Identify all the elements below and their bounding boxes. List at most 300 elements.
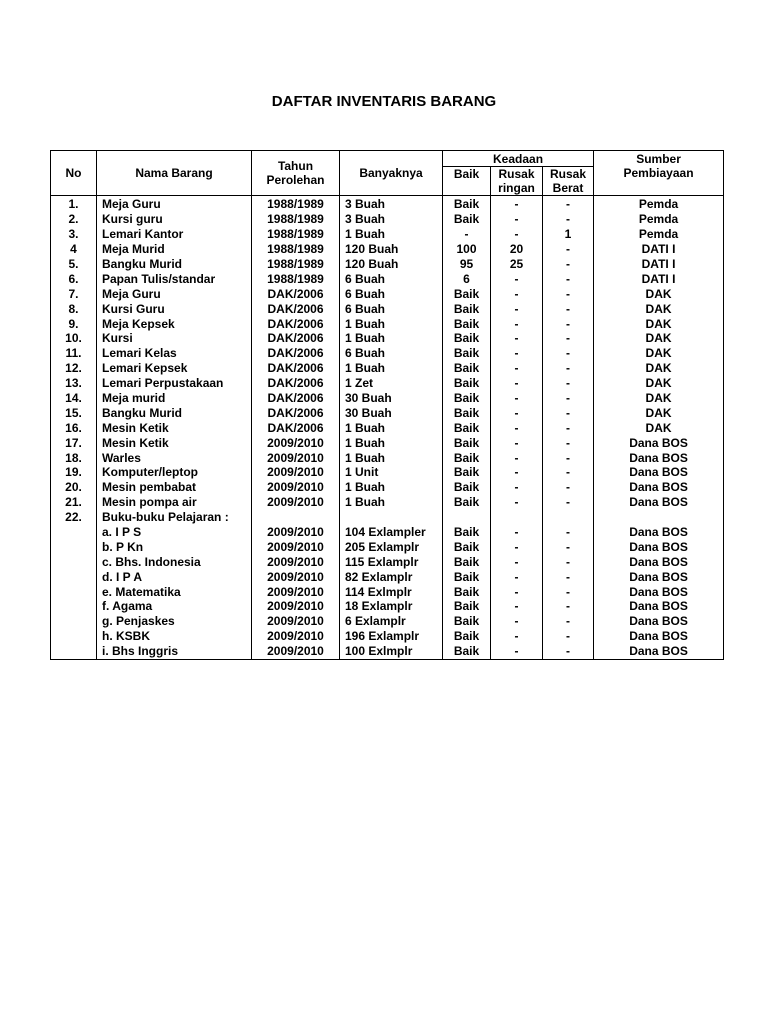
cell-rusak-berat: - [543,212,594,227]
cell-nama-barang: e. Matematika [97,584,252,599]
cell-tahun-perolehan [252,510,340,525]
cell-sumber-pembiayaan: Dana BOS [594,480,724,495]
cell-rusak-berat: - [543,480,594,495]
cell-nama-barang: Meja murid [97,391,252,406]
cell-nama-barang: Bangku Murid [97,257,252,272]
table-row [51,539,724,554]
cell-baik: Baik [443,376,491,391]
cell-rusak-ringan: - [491,420,543,435]
cell-rusak-ringan: - [491,346,543,361]
table-row [51,629,724,644]
cell-no: 19. [51,465,97,480]
table-row [51,271,724,286]
table-row [51,242,724,257]
cell-nama-barang: Kursi Guru [97,301,252,316]
cell-nama-barang: Kursi guru [97,212,252,227]
cell-no: 5. [51,257,97,272]
cell-no: 18. [51,450,97,465]
cell-rusak-ringan: - [491,480,543,495]
cell-baik: Baik [443,346,491,361]
cell-tahun-perolehan: DAK/2006 [252,316,340,331]
cell-no: 14. [51,391,97,406]
header-rusak-ringan-line2: ringan [498,181,535,195]
cell-baik: Baik [443,539,491,554]
header-banyaknya: Banyaknya [340,151,443,196]
cell-baik: Baik [443,286,491,301]
cell-tahun-perolehan: DAK/2006 [252,301,340,316]
cell-sumber-pembiayaan: DAK [594,420,724,435]
cell-tahun-perolehan: DAK/2006 [252,405,340,420]
cell-tahun-perolehan: 2009/2010 [252,599,340,614]
cell-baik: 95 [443,257,491,272]
cell-rusak-ringan: - [491,301,543,316]
cell-nama-barang: Meja Murid [97,242,252,257]
cell-rusak-berat: - [543,525,594,540]
cell-nama-barang: Warles [97,450,252,465]
cell-baik: Baik [443,361,491,376]
cell-rusak-ringan: - [491,435,543,450]
cell-rusak-ringan: - [491,629,543,644]
cell-rusak-berat: - [543,361,594,376]
table-row [51,376,724,391]
table-row [51,286,724,301]
cell-sumber-pembiayaan: DAK [594,331,724,346]
table-row [51,301,724,316]
cell-banyaknya: 1 Buah [340,450,443,465]
cell-sumber-pembiayaan: DAK [594,391,724,406]
cell-no: 6. [51,271,97,286]
cell-sumber-pembiayaan: Dana BOS [594,599,724,614]
cell-banyaknya: 120 Buah [340,257,443,272]
cell-banyaknya: 1 Buah [340,495,443,510]
cell-rusak-ringan: - [491,525,543,540]
cell-rusak-berat: - [543,346,594,361]
cell-tahun-perolehan: 1988/1989 [252,242,340,257]
cell-nama-barang: Lemari Kepsek [97,361,252,376]
table-row [51,450,724,465]
table-row [51,257,724,272]
cell-sumber-pembiayaan: Dana BOS [594,525,724,540]
cell-tahun-perolehan: 2009/2010 [252,539,340,554]
cell-rusak-berat: - [543,405,594,420]
cell-rusak-ringan: - [491,539,543,554]
cell-rusak-berat: - [543,242,594,257]
cell-rusak-berat: - [543,257,594,272]
cell-rusak-ringan: 20 [491,242,543,257]
cell-no: 10. [51,331,97,346]
table-row [51,614,724,629]
table-row [51,405,724,420]
cell-tahun-perolehan: DAK/2006 [252,346,340,361]
table-body [51,196,724,660]
cell-rusak-ringan: - [491,331,543,346]
header-tahun-line2: Perolehan [266,173,325,187]
cell-sumber-pembiayaan: Dana BOS [594,465,724,480]
cell-no: 7. [51,286,97,301]
cell-rusak-berat: - [543,569,594,584]
table-row [51,569,724,584]
cell-nama-barang: b. P Kn [97,539,252,554]
cell-tahun-perolehan: 2009/2010 [252,450,340,465]
cell-no: 2. [51,212,97,227]
cell-rusak-berat [543,510,594,525]
cell-rusak-ringan: - [491,569,543,584]
cell-rusak-berat: - [543,644,594,659]
cell-banyaknya: 3 Buah [340,212,443,227]
cell-nama-barang: Mesin Ketik [97,420,252,435]
cell-rusak-ringan [491,510,543,525]
cell-rusak-berat: - [543,331,594,346]
cell-tahun-perolehan: 2009/2010 [252,629,340,644]
cell-no: 4 [51,242,97,257]
cell-banyaknya: 3 Buah [340,196,443,212]
table-row [51,331,724,346]
cell-sumber-pembiayaan: DAK [594,316,724,331]
cell-sumber-pembiayaan: Pemda [594,227,724,242]
cell-tahun-perolehan: DAK/2006 [252,286,340,301]
cell-baik: Baik [443,316,491,331]
header-no: No [51,151,97,196]
header-keadaan: Keadaan [443,151,594,167]
cell-rusak-ringan: - [491,316,543,331]
cell-tahun-perolehan: DAK/2006 [252,391,340,406]
cell-sumber-pembiayaan: Dana BOS [594,495,724,510]
cell-no: 22. [51,510,97,525]
cell-sumber-pembiayaan: Dana BOS [594,539,724,554]
table-row [51,391,724,406]
cell-no: 12. [51,361,97,376]
cell-baik: 100 [443,242,491,257]
cell-no: 9. [51,316,97,331]
cell-tahun-perolehan: 2009/2010 [252,435,340,450]
header-tahun-line1: Tahun [277,159,314,173]
table-row [51,316,724,331]
cell-sumber-pembiayaan: DAK [594,361,724,376]
header-sumber-pembiayaan [594,151,724,196]
cell-no: 16. [51,420,97,435]
table-row [51,584,724,599]
cell-rusak-ringan: - [491,212,543,227]
cell-rusak-ringan: - [491,495,543,510]
cell-sumber-pembiayaan: Dana BOS [594,629,724,644]
cell-nama-barang: f. Agama [97,599,252,614]
cell-baik: Baik [443,435,491,450]
table-row [51,420,724,435]
cell-baik: Baik [443,301,491,316]
cell-banyaknya: 1 Buah [340,227,443,242]
cell-banyaknya: 6 Buah [340,346,443,361]
table-row [51,480,724,495]
cell-rusak-berat: - [543,271,594,286]
cell-banyaknya: 1 Unit [340,465,443,480]
cell-banyaknya: 104 Exlampler [340,525,443,540]
cell-rusak-ringan: - [491,227,543,242]
cell-no [51,569,97,584]
table-row [51,196,724,212]
cell-tahun-perolehan: 2009/2010 [252,614,340,629]
cell-banyaknya: 115 Exlamplr [340,554,443,569]
cell-no: 13. [51,376,97,391]
cell-sumber-pembiayaan: DAK [594,376,724,391]
header-rusak-berat-line2: Berat [552,181,584,195]
cell-rusak-berat: - [543,391,594,406]
cell-baik: Baik [443,629,491,644]
cell-no [51,554,97,569]
cell-sumber-pembiayaan [594,510,724,525]
cell-sumber-pembiayaan: DAK [594,346,724,361]
cell-baik: Baik [443,599,491,614]
cell-sumber-pembiayaan: DAK [594,405,724,420]
cell-tahun-perolehan: 1988/1989 [252,196,340,212]
cell-sumber-pembiayaan: Dana BOS [594,614,724,629]
cell-tahun-perolehan: 2009/2010 [252,480,340,495]
cell-tahun-perolehan: DAK/2006 [252,331,340,346]
cell-rusak-berat: - [543,286,594,301]
cell-rusak-berat: - [543,196,594,212]
table-row [51,465,724,480]
header-tahun-perolehan [252,151,340,196]
cell-rusak-berat: - [543,450,594,465]
cell-sumber-pembiayaan: Pemda [594,212,724,227]
header-rusak-ringan-line1: Rusak [498,167,535,181]
cell-sumber-pembiayaan: Dana BOS [594,450,724,465]
cell-rusak-berat: - [543,495,594,510]
cell-nama-barang: Meja Guru [97,286,252,301]
cell-nama-barang: Mesin pembabat [97,480,252,495]
cell-rusak-berat: - [543,316,594,331]
cell-baik: Baik [443,644,491,659]
cell-nama-barang: d. I P A [97,569,252,584]
cell-baik: Baik [443,405,491,420]
cell-banyaknya: 114 Exlmplr [340,584,443,599]
cell-rusak-berat: 1 [543,227,594,242]
cell-banyaknya: 1 Buah [340,361,443,376]
cell-baik: Baik [443,584,491,599]
cell-baik: Baik [443,569,491,584]
cell-tahun-perolehan: DAK/2006 [252,420,340,435]
cell-baik: Baik [443,450,491,465]
cell-banyaknya: 18 Exlamplr [340,599,443,614]
cell-nama-barang: c. Bhs. Indonesia [97,554,252,569]
table-row [51,212,724,227]
inventory-table [50,150,724,660]
cell-rusak-ringan: - [491,644,543,659]
cell-banyaknya: 30 Buah [340,405,443,420]
cell-baik: Baik [443,465,491,480]
cell-banyaknya: 82 Exlamplr [340,569,443,584]
cell-tahun-perolehan: 2009/2010 [252,584,340,599]
cell-sumber-pembiayaan: Pemda [594,196,724,212]
cell-sumber-pembiayaan: Dana BOS [594,569,724,584]
cell-baik: Baik [443,480,491,495]
cell-rusak-berat: - [543,539,594,554]
cell-no: 3. [51,227,97,242]
cell-nama-barang: i. Bhs Inggris [97,644,252,659]
header-rusak-ringan [491,167,543,196]
cell-sumber-pembiayaan: Dana BOS [594,554,724,569]
cell-sumber-pembiayaan: DATI I [594,271,724,286]
cell-banyaknya [340,510,443,525]
cell-nama-barang: Mesin pompa air [97,495,252,510]
cell-rusak-ringan: - [491,376,543,391]
cell-baik: Baik [443,554,491,569]
cell-sumber-pembiayaan: DATI I [594,257,724,272]
document-title: DAFTAR INVENTARIS BARANG [271,93,497,110]
cell-rusak-berat: - [543,599,594,614]
cell-nama-barang: Papan Tulis/standar [97,271,252,286]
cell-sumber-pembiayaan: DAK [594,301,724,316]
cell-baik: Baik [443,495,491,510]
cell-nama-barang: Meja Guru [97,196,252,212]
cell-baik: Baik [443,212,491,227]
cell-rusak-berat: - [543,420,594,435]
cell-baik: Baik [443,420,491,435]
cell-tahun-perolehan: 1988/1989 [252,257,340,272]
header-sumber-line1: Sumber [636,152,681,166]
cell-banyaknya: 196 Exlamplr [340,629,443,644]
header-nama-barang: Nama Barang [97,151,252,196]
cell-rusak-berat: - [543,376,594,391]
cell-tahun-perolehan: 2009/2010 [252,465,340,480]
cell-no: 1. [51,196,97,212]
cell-banyaknya: 6 Exlamplr [340,614,443,629]
table-row [51,227,724,242]
cell-tahun-perolehan: 1988/1989 [252,227,340,242]
cell-banyaknya: 6 Buah [340,271,443,286]
cell-nama-barang: Bangku Murid [97,405,252,420]
header-sumber-line2: Pembiayaan [623,166,694,180]
cell-no: 11. [51,346,97,361]
cell-tahun-perolehan: DAK/2006 [252,361,340,376]
cell-no: 17. [51,435,97,450]
cell-rusak-berat: - [543,584,594,599]
cell-no: 15. [51,405,97,420]
cell-banyaknya: 1 Buah [340,420,443,435]
cell-rusak-ringan: - [491,554,543,569]
cell-banyaknya: 6 Buah [340,301,443,316]
cell-nama-barang: Lemari Kantor [97,227,252,242]
cell-banyaknya: 120 Buah [340,242,443,257]
cell-rusak-ringan: - [491,614,543,629]
cell-sumber-pembiayaan: Dana BOS [594,584,724,599]
cell-rusak-ringan: - [491,584,543,599]
table-row [51,525,724,540]
cell-baik: Baik [443,525,491,540]
table-row [51,554,724,569]
cell-nama-barang: a. I P S [97,525,252,540]
cell-tahun-perolehan: 2009/2010 [252,525,340,540]
cell-tahun-perolehan: 1988/1989 [252,271,340,286]
cell-nama-barang: Komputer/leptop [97,465,252,480]
cell-nama-barang: Kursi [97,331,252,346]
table-header [51,151,724,196]
cell-nama-barang: h. KSBK [97,629,252,644]
cell-sumber-pembiayaan: DAK [594,286,724,301]
cell-rusak-ringan: - [491,465,543,480]
cell-rusak-ringan: - [491,271,543,286]
cell-nama-barang: Mesin Ketik [97,435,252,450]
cell-baik [443,510,491,525]
cell-rusak-ringan: 25 [491,257,543,272]
table-row [51,361,724,376]
cell-tahun-perolehan: 1988/1989 [252,212,340,227]
cell-rusak-berat: - [543,465,594,480]
cell-baik: Baik [443,391,491,406]
cell-sumber-pembiayaan: Dana BOS [594,435,724,450]
cell-no [51,584,97,599]
cell-no [51,644,97,659]
cell-banyaknya: 1 Buah [340,331,443,346]
cell-baik: Baik [443,331,491,346]
cell-nama-barang: Buku-buku Pelajaran : [97,510,252,525]
cell-rusak-ringan: - [491,361,543,376]
cell-sumber-pembiayaan: Dana BOS [594,644,724,659]
table-row [51,495,724,510]
table-row [51,346,724,361]
cell-rusak-ringan: - [491,599,543,614]
cell-no: 21. [51,495,97,510]
table-row [51,435,724,450]
cell-tahun-perolehan: 2009/2010 [252,644,340,659]
cell-banyaknya: 1 Buah [340,316,443,331]
cell-banyaknya: 1 Buah [340,435,443,450]
cell-banyaknya: 30 Buah [340,391,443,406]
table-row [51,644,724,659]
cell-tahun-perolehan: 2009/2010 [252,569,340,584]
header-rusak-berat [543,167,594,196]
cell-banyaknya: 205 Exlamplr [340,539,443,554]
cell-rusak-berat: - [543,301,594,316]
cell-rusak-ringan: - [491,196,543,212]
cell-rusak-ringan: - [491,286,543,301]
cell-baik: Baik [443,614,491,629]
cell-tahun-perolehan: DAK/2006 [252,376,340,391]
cell-rusak-berat: - [543,435,594,450]
cell-sumber-pembiayaan: DATI I [594,242,724,257]
header-rusak-berat-line1: Rusak [550,167,587,181]
cell-rusak-berat: - [543,554,594,569]
cell-no [51,614,97,629]
cell-baik: - [443,227,491,242]
cell-banyaknya: 6 Buah [340,286,443,301]
cell-no: 8. [51,301,97,316]
cell-no [51,539,97,554]
cell-nama-barang: Lemari Kelas [97,346,252,361]
cell-no: 20. [51,480,97,495]
cell-baik: 6 [443,271,491,286]
cell-banyaknya: 1 Buah [340,480,443,495]
cell-rusak-berat: - [543,614,594,629]
header-baik: Baik [443,167,491,196]
cell-nama-barang: Meja Kepsek [97,316,252,331]
cell-no [51,599,97,614]
cell-rusak-ringan: - [491,405,543,420]
cell-banyaknya: 1 Zet [340,376,443,391]
cell-baik: Baik [443,196,491,212]
cell-no [51,629,97,644]
cell-rusak-berat: - [543,629,594,644]
table-row [51,510,724,525]
cell-nama-barang: g. Penjaskes [97,614,252,629]
cell-tahun-perolehan: 2009/2010 [252,495,340,510]
cell-no [51,525,97,540]
table-row [51,599,724,614]
cell-tahun-perolehan: 2009/2010 [252,554,340,569]
cell-rusak-ringan: - [491,391,543,406]
cell-rusak-ringan: - [491,450,543,465]
cell-nama-barang: Lemari Perpustakaan [97,376,252,391]
cell-banyaknya: 100 Exlmplr [340,644,443,659]
